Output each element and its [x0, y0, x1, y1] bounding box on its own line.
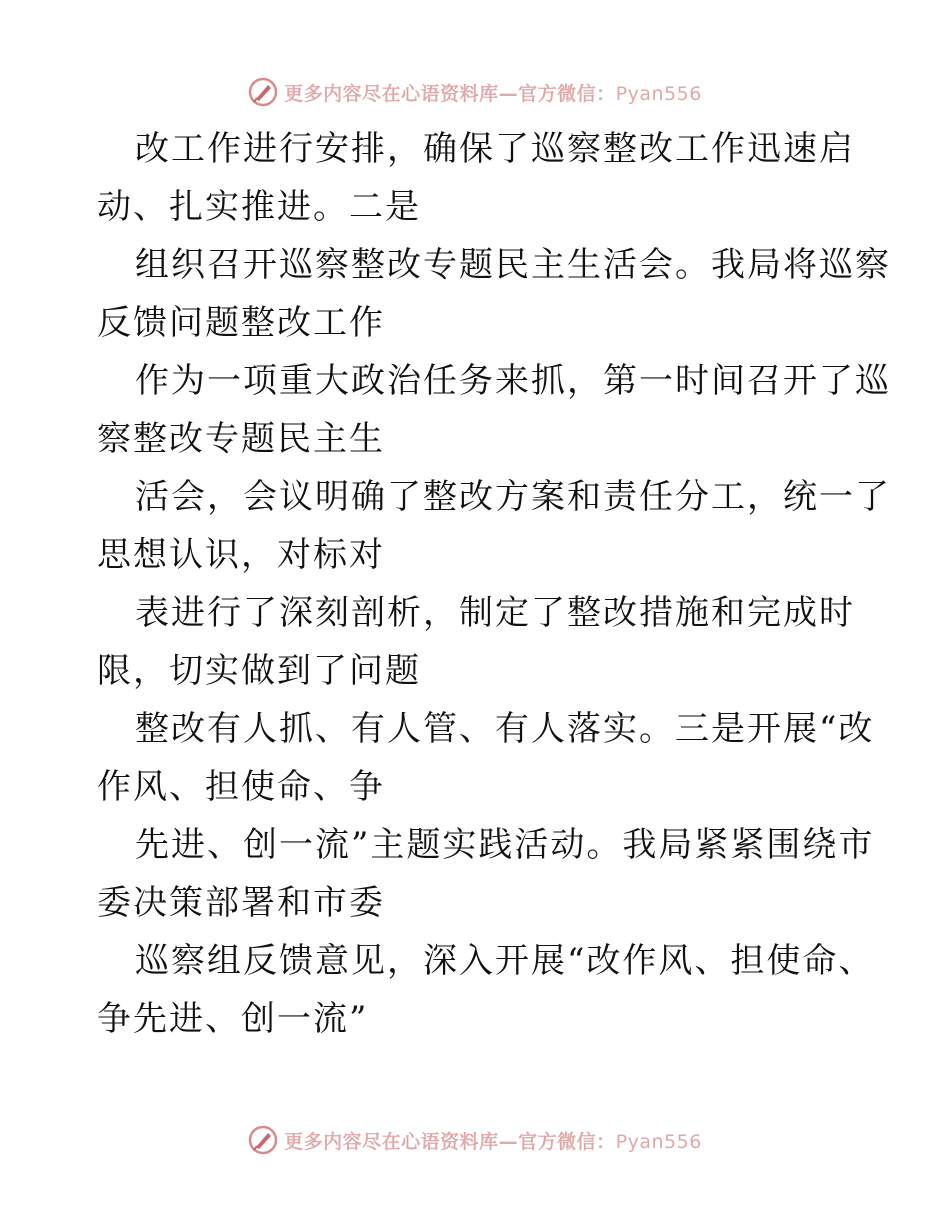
text-line: 争先进、创一流” — [97, 999, 369, 1039]
text-line: 限，切实做到了问题 — [97, 651, 421, 691]
quill-logo-icon — [248, 1125, 278, 1155]
watermark-text: 更多内容尽在心语资料库—官方微信：Pyan556 — [284, 1130, 702, 1153]
text-line: 反馈问题整改工作 — [97, 303, 385, 343]
text-line: 作风、担使命、争 — [97, 767, 385, 807]
text-line: 改工作进行安排，确保了巡察整改工作迅速启 — [135, 129, 855, 169]
footer-watermark — [0, 1120, 950, 1160]
watermark-text: 更多内容尽在心语资料库—官方微信：Pyan556 — [284, 82, 702, 105]
text-line: 先进、创一流”主题实践活动。我局紧紧围绕市 — [135, 825, 875, 865]
text-line: 活会，会议明确了整改方案和责任分工，统一了 — [135, 477, 891, 517]
header-watermark — [0, 72, 950, 112]
text-line: 动、扎实推进。二是 — [97, 187, 421, 227]
text-line: 巡察组反馈意见，深入开展“改作风、担使命、 — [135, 941, 875, 981]
text-line: 组织召开巡察整改专题民主生活会。我局将巡察 — [135, 245, 891, 285]
quill-logo-icon — [248, 77, 278, 107]
text-line: 表进行了深刻剖析，制定了整改措施和完成时 — [135, 593, 855, 633]
text-line: 委决策部署和市委 — [97, 883, 385, 923]
text-line: 作为一项重大政治任务来抓，第一时间召开了巡 — [135, 361, 891, 401]
text-line: 察整改专题民主生 — [97, 419, 385, 459]
text-line: 整改有人抓、有人管、有人落实。三是开展“改 — [135, 709, 875, 749]
document-body — [97, 120, 891, 1048]
text-line: 思想认识，对标对 — [97, 535, 385, 575]
